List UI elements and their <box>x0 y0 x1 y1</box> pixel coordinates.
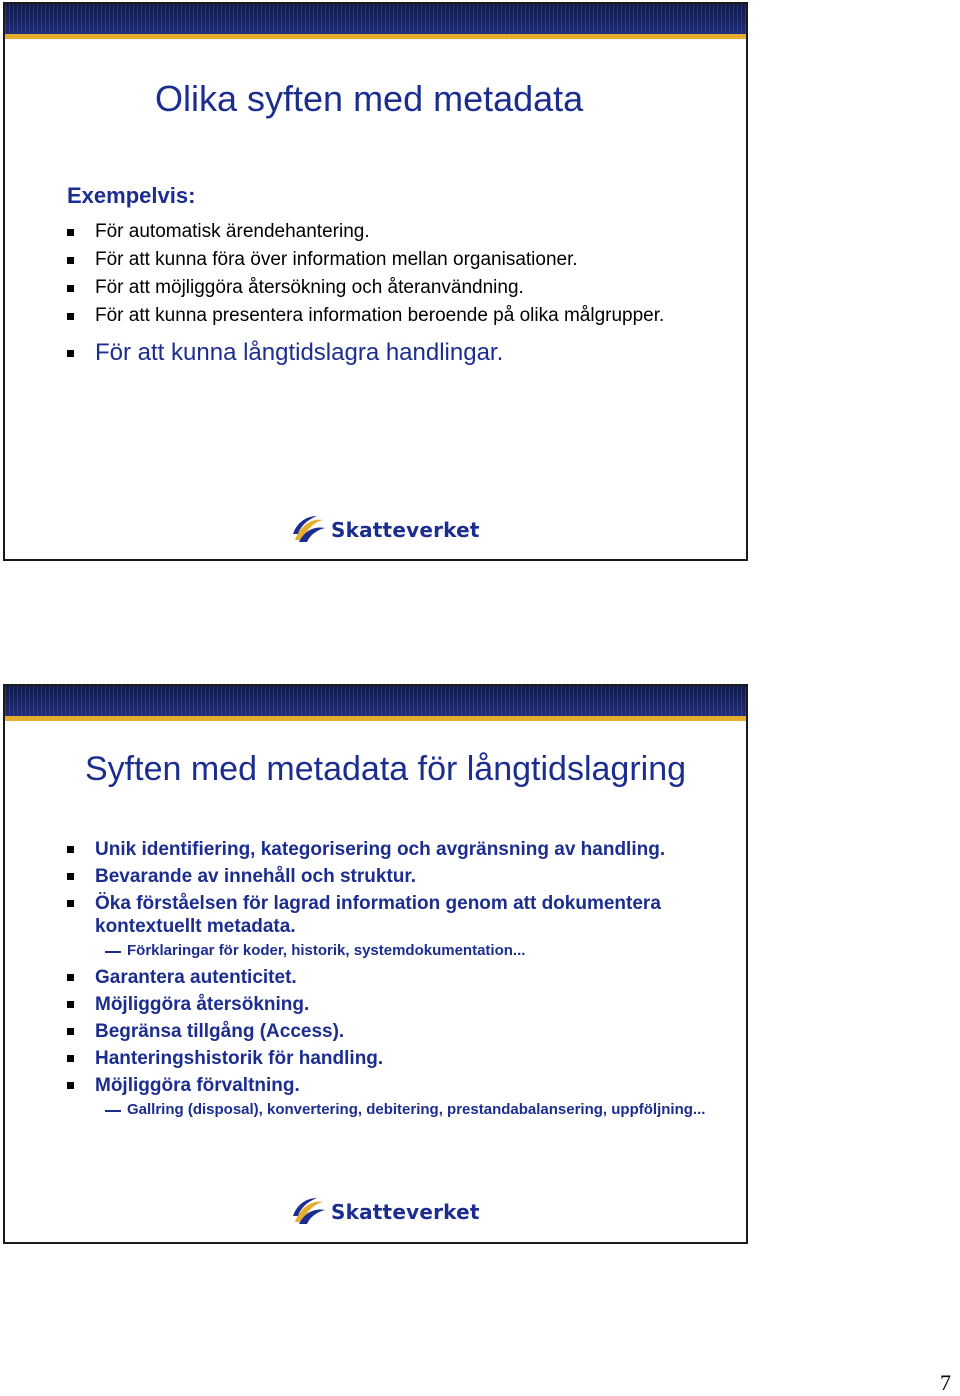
bullet-item: För att möjliggöra återsökning och återanvändning. <box>67 274 707 302</box>
slide-header-bar <box>5 686 746 716</box>
square-bullet-icon <box>67 229 74 236</box>
logo-text: Skatteverket <box>331 1200 480 1224</box>
square-bullet-icon <box>67 1082 74 1089</box>
square-bullet-icon <box>67 1028 74 1035</box>
slide-title: Olika syften med metadata <box>155 78 584 119</box>
sub-bullet-item: Gallring (disposal), konvertering, debitering, prestandabalansering, uppföljning... <box>67 1101 707 1119</box>
bullet-item: Hanteringshistorik för handling. <box>67 1047 707 1070</box>
bullet-item: Bevarande av innehåll och struktur. <box>67 865 707 888</box>
bullet-item: För att kunna föra över information mellan organisationer. <box>67 246 707 274</box>
bullet-list <box>67 218 707 370</box>
bullet-item: Begränsa tillgång (Access). <box>67 1020 707 1043</box>
bullet-item: För att kunna presentera information beroende på olika målgrupper. <box>67 302 707 330</box>
square-bullet-icon <box>67 350 74 357</box>
skatteverket-logo <box>291 514 480 546</box>
bullet-item: Möjliggöra förvaltning. <box>67 1074 707 1097</box>
square-bullet-icon <box>67 873 74 880</box>
square-bullet-icon <box>67 1055 74 1062</box>
bullet-item: Garantera autenticitet. <box>67 966 707 989</box>
slide-subheading: Exempelvis: <box>67 183 196 208</box>
slide-accent-line <box>5 34 746 39</box>
logo-swirl-icon <box>291 1196 327 1228</box>
bullet-list <box>67 838 707 1125</box>
slide-title: Syften med metadata för långtidslagring <box>85 750 687 788</box>
slide-accent-line <box>5 716 746 721</box>
bullet-item-emphasized: För att kunna långtidslagra handlingar. <box>67 336 707 370</box>
page-number: 7 <box>940 1370 951 1395</box>
square-bullet-icon <box>67 257 74 264</box>
bullet-item: Öka förståelsen för lagrad information genom att dokumentera kontextuellt metadata. <box>67 892 707 938</box>
dash-bullet-icon <box>105 951 121 953</box>
bullet-item: För automatisk ärendehantering. <box>67 218 707 246</box>
square-bullet-icon <box>67 285 74 292</box>
dash-bullet-icon <box>105 1110 121 1112</box>
bullet-item: Möjliggöra återsökning. <box>67 993 707 1016</box>
sub-bullet-item: Förklaringar för koder, historik, systemdokumentation... <box>67 942 707 960</box>
skatteverket-logo <box>291 1196 480 1228</box>
logo-swirl-icon <box>291 514 327 546</box>
square-bullet-icon <box>67 313 74 320</box>
square-bullet-icon <box>67 974 74 981</box>
logo-text: Skatteverket <box>331 518 480 542</box>
square-bullet-icon <box>67 1001 74 1008</box>
slide-2 <box>3 684 748 1244</box>
slide-header-bar <box>5 4 746 34</box>
slide-1 <box>3 2 748 561</box>
square-bullet-icon <box>67 900 74 907</box>
bullet-item: Unik identifiering, kategorisering och avgränsning av handling. <box>67 838 707 861</box>
square-bullet-icon <box>67 846 74 853</box>
